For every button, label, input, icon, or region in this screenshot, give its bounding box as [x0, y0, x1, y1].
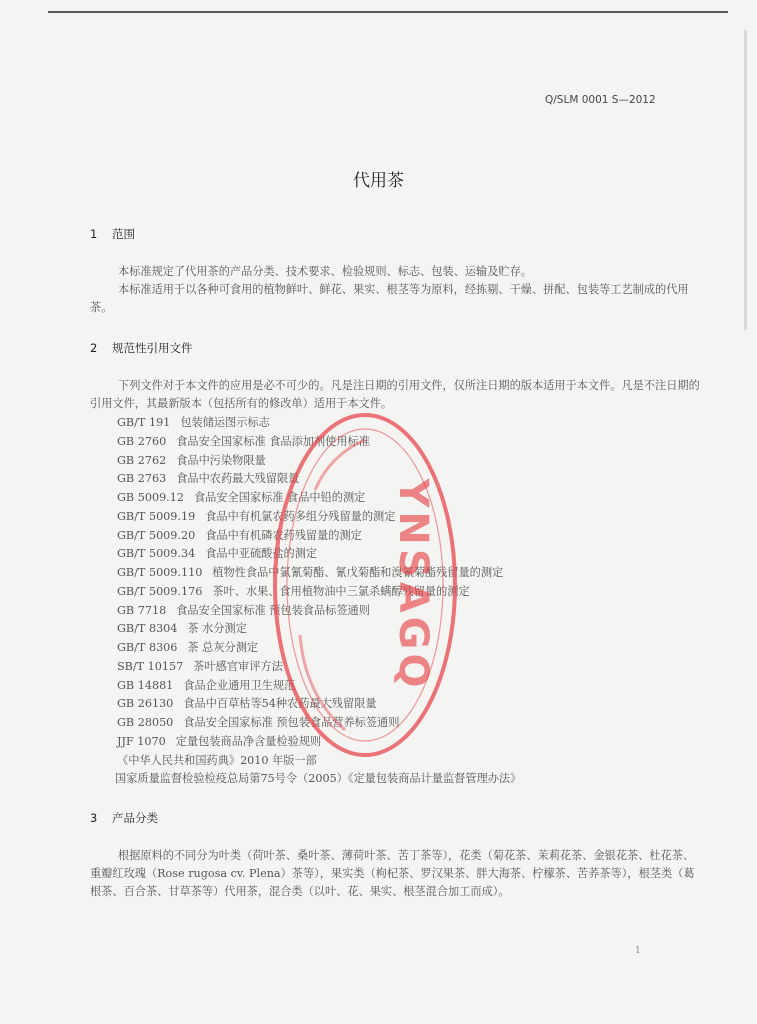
- reference-name: 食品中百草枯等54种农药最大残留限量: [183, 697, 377, 711]
- reference-code: GB 5009.12: [117, 491, 184, 504]
- reference-name: 食品安全国家标准 食品添加剂使用标准: [176, 434, 370, 448]
- page-title: 代用茶: [353, 171, 404, 191]
- reference-code: GB/T 5009.176: [117, 584, 203, 598]
- reference-code: GB 2763: [117, 472, 167, 486]
- section-title: 范围: [112, 227, 135, 241]
- section-title: 产品分类: [112, 811, 158, 825]
- reference-name: 食品安全国家标准 食品中铅的测定: [193, 491, 366, 504]
- reference-name: 植物性食品中氯氰菊酯、氰戊菊酯和溴氰菊酯残留量的测定: [212, 566, 504, 579]
- reference-name: 《中华人民共和国药典》2010 年版一部: [117, 753, 317, 767]
- reference-code: GB 26130: [117, 697, 174, 711]
- paragraph: 根据原料的不同分为叶类（荷叶茶、桑叶茶、薄荷叶茶、苦丁茶等），花类（菊花茶、茉莉花茶、金银花茶、杜花茶、重瓣红玫瑰（Rose rugosa cv. Plena）茶等），果实类（枸杞茶、罗汉果茶、胖大海茶、柠檬茶、苦荞茶等），根茎类（葛根茶、百合茶、甘草茶等）代用茶，混合类（以叶、花、果实、根茎混合加工而成）。: [90, 849, 695, 898]
- reference-name: 食品中有机磷农药残留量的测定: [205, 528, 362, 542]
- reference-name: 食品安全国家标准 预包装食品营养标签通则: [183, 716, 400, 729]
- reference-code: GB/T 191: [117, 416, 171, 429]
- section-title: 规范性引用文件: [112, 341, 193, 355]
- reference-code: GB/T 5009.110: [117, 566, 203, 579]
- reference-code: GB/T 5009.20: [117, 528, 196, 542]
- top-rule: [48, 11, 728, 13]
- company-seal: [255, 395, 475, 775]
- reference-code: GB 28050: [117, 716, 174, 729]
- section-2-heading: [90, 340, 193, 356]
- reference-name: 茶叶感官审评方法: [193, 659, 283, 673]
- seal-text: YNSAGQ: [390, 478, 436, 692]
- reference-name: 包装储运图示标志: [180, 416, 270, 429]
- reference-name: 食品中污染物限量: [176, 453, 266, 467]
- reference-name: 定量包装商品净含量检验规则: [175, 734, 322, 748]
- section-number: 2: [90, 341, 98, 355]
- section-1-heading: [90, 226, 135, 242]
- reference-code: JJF 1070: [117, 734, 166, 748]
- section-number: 1: [90, 227, 98, 241]
- reference-name: 茶叶、水果、食用植物油中三氯杀螨醇残留量的测定: [212, 584, 470, 598]
- reference-code: GB/T 5009.19: [117, 509, 196, 523]
- reference-name: 茶 总灰分测定: [187, 641, 259, 654]
- reference-name: 食品中有机氯农药多组分残留量的测定: [205, 509, 396, 523]
- section-3-heading: [90, 810, 158, 826]
- standard-code: Q/SLM 0001 S—2012: [545, 94, 656, 106]
- reference-code: GB 2762: [117, 453, 167, 467]
- paragraph: 本标准适用于以各种可食用的植物鲜叶、鲜花、果实、根茎等为原料，经拣剔、干燥、拼配、包装等工艺制成的代用茶。: [90, 283, 689, 314]
- reference-name: 国家质量监督检验检疫总局第75号令（2005）《定量包装商品计量监督管理办法》: [115, 772, 522, 786]
- page-number: 1: [635, 946, 641, 956]
- reference-name: 食品企业通用卫生规范: [183, 678, 296, 692]
- section-3-body: [90, 847, 700, 901]
- reference-code: GB 2760: [117, 434, 167, 448]
- reference-code: GB/T 5009.34: [117, 547, 196, 561]
- section-1-body: [90, 263, 700, 317]
- section-number: 3: [90, 811, 98, 825]
- reference-name: 食品中亚硫酸盐的测定: [205, 547, 318, 561]
- reference-name: 茶 水分测定: [187, 622, 247, 636]
- seal-arc-mark: [315, 440, 365, 490]
- reference-code: GB/T 8304: [117, 622, 178, 636]
- reference-code: GB 7718: [117, 603, 167, 617]
- reference-code: GB 14881: [117, 678, 174, 692]
- reference-code: SB/T 10157: [117, 659, 184, 673]
- reference-name: 食品中农药最大残留限量: [176, 472, 300, 486]
- paragraph: 本标准规定了代用茶的产品分类、技术要求、检验规则、标志、包装、运输及贮存。: [118, 265, 532, 278]
- reference-name: 食品安全国家标准 预包装食品标签通则: [176, 603, 370, 617]
- reference-code: GB/T 8306: [117, 641, 178, 654]
- paragraph: 下列文件对于本文件的应用是必不可少的。凡是注日期的引用文件，仅所注日期的版本适用于本文件。凡是不注日期的引用文件，其最新版本（包括所有的修改单）适用于本文件。: [90, 379, 700, 410]
